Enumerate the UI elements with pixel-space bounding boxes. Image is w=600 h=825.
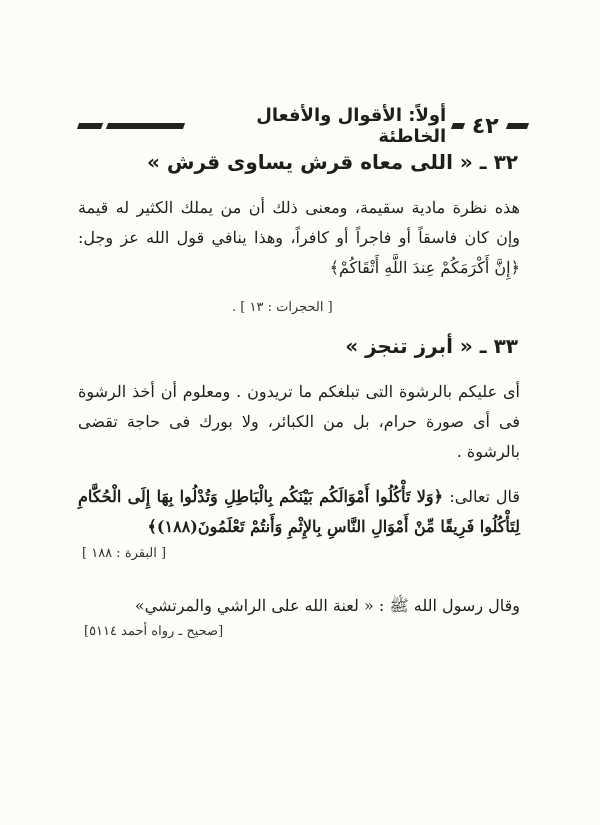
verse-text: ﴿وَلا تَأْكُلُوا أَمْوَالَكُم بَيْنَكُم بِالْبَاطِلِ وَتُدْلُوا بِهَا إِلَى الْحُكَّامِ لِتَأْكُلُوا فَرِيقًا مِّنْ أَمْوَالِ النَّاسِ بِالإِثْمِ وَأَنتُمْ تَعْلَمُونَ(١٨٨)﴾ [78,487,520,536]
verse-block [78,482,520,542]
section-32-body: هذه نظرة مادية سقيمة، ومعنى ذلك أن من يملك الكثير له قيمة وإن كان فاسقاً أو فاجراً أو كافراً، وهذا ينافي قول الله عز وجل: ﴿إِنَّ أَكْرَمَكُمْ عِندَ اللَّهِ أَتْقَاكُمْ﴾ [78,198,520,277]
hadith-text: « لعنة الله على الراشي والمرتشي» [134,596,374,615]
section-32-reference: [ الحجرات : ١٣ ] . [232,300,333,315]
section-33-heading: ٣٣ ـ « أبرز تنجز » [345,334,518,358]
hadith-reference: [صحيح ـ رواه أحمد ٥١١٤] [84,624,224,639]
verse-reference: [ البقرة : ١٨٨ ] [82,546,167,561]
hadith-block [78,591,520,621]
header-dash-long [106,123,186,129]
chapter-title: أولاً: الأقوال والأفعال الخاطئة [256,105,447,147]
hadith-intro: وقال رسول الله ﷺ : [378,596,520,615]
page-number: ٤٢ [471,113,499,139]
page-header [78,105,528,147]
header-dash-right [506,123,529,129]
header-dash-left [77,123,103,129]
verse-intro: قال تعالى: [449,487,520,506]
header-dash [451,123,465,129]
section-33-body: أى عليكم بالرشوة التى تبلغكم ما تريدون . ومعلوم أن أخذ الرشوة فى أى صورة حرام، بل من الكبائر، ولا بورك فى حاجة تقضى بالرشوة . [78,382,520,461]
section-32-heading: ٣٢ ـ « اللى معاه قرش يساوى قرش » [147,150,518,174]
